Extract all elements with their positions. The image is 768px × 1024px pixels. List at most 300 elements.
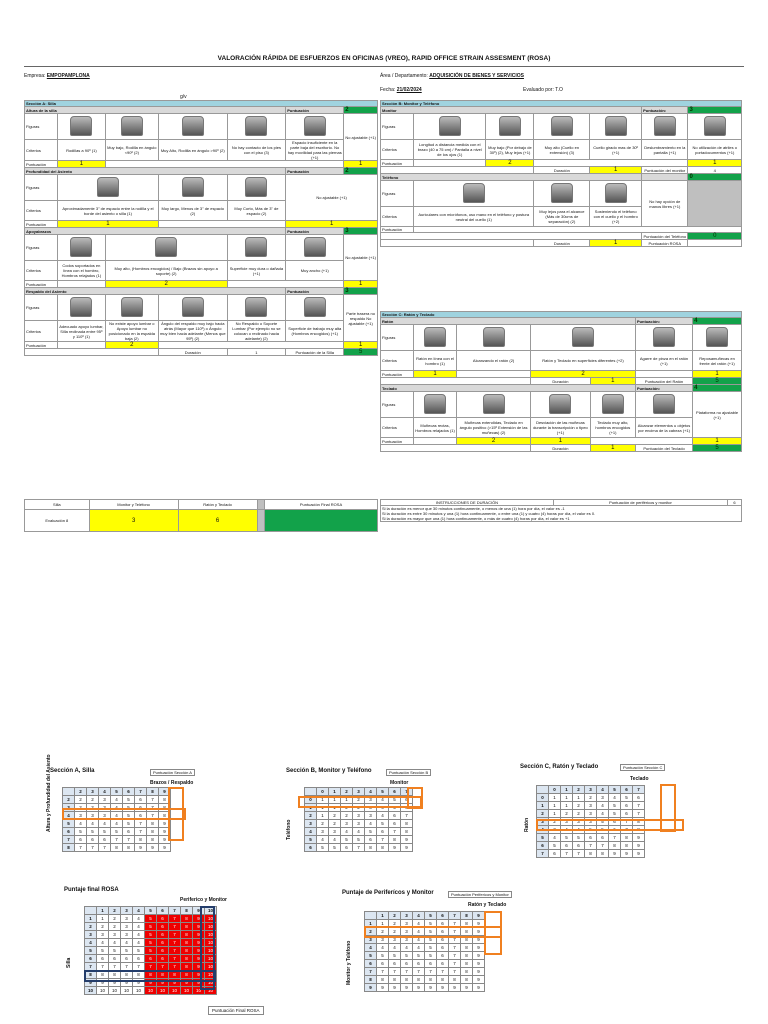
- row-header: 3: [305, 820, 317, 828]
- instr-line: Si la duración es mayor que una (1) hora continuamente, o más de cuatro (4) horas por día, el valor es +1: [382, 516, 570, 521]
- score-cell: 10: [205, 931, 217, 939]
- table-a-side: Altura y Profundidad del Asiento: [46, 754, 52, 832]
- score-cell: 5: [425, 936, 437, 944]
- score-cell: 6: [389, 820, 401, 828]
- row-header: 4: [305, 828, 317, 836]
- row-header: 3: [63, 804, 75, 812]
- score-cell: 4: [413, 928, 425, 936]
- teclado-title: Teclado: [381, 385, 636, 392]
- score-cell: 6: [573, 842, 585, 850]
- score-cell: 7: [633, 810, 645, 818]
- score-cell: 8: [437, 976, 449, 984]
- corner-cell: [537, 786, 549, 794]
- row-header: 1: [365, 920, 377, 928]
- criteria-cell: Reposamuñecas en frente del ratón (+1): [693, 351, 742, 371]
- score-cell: 7: [597, 842, 609, 850]
- respaldo-title: Respaldo del Asiento: [25, 288, 286, 295]
- score-cell: 6: [609, 826, 621, 834]
- apoyabrazos-score: 3: [344, 228, 378, 235]
- score-cell: 6: [123, 828, 135, 836]
- score-cell: 2: [549, 818, 561, 826]
- score-cell: 10: [205, 947, 217, 955]
- score-cell: 5: [597, 818, 609, 826]
- score-cell: 7: [573, 850, 585, 858]
- figures-label: Figuras: [381, 392, 414, 418]
- score-cell: 3: [401, 920, 413, 928]
- score-cell: 8: [389, 836, 401, 844]
- score-cell: 8: [123, 844, 135, 852]
- score-cell: 10: [205, 979, 217, 987]
- duracion-label: Duración: [534, 240, 590, 247]
- score-cell: 6: [75, 836, 87, 844]
- score-cell: 6: [97, 955, 109, 963]
- score-cell: 8: [181, 923, 193, 931]
- final-table-title: Puntaje final ROSA: [64, 887, 119, 893]
- score-cell: 5: [317, 844, 329, 852]
- score-cell: 3: [75, 812, 87, 820]
- score-cell: 2: [317, 820, 329, 828]
- score-cell: 3: [99, 812, 111, 820]
- criteria-label: Criterios: [381, 207, 414, 227]
- score-cell: 8: [147, 828, 159, 836]
- score-cell: 1: [549, 794, 561, 802]
- duracion-label: Duración: [534, 167, 590, 174]
- score-cell: 10: [205, 939, 217, 947]
- score-cell: 3: [121, 923, 133, 931]
- score-cell: 5: [377, 952, 389, 960]
- keyboard-figure-icon: [635, 392, 692, 418]
- score-cell: 7: [633, 802, 645, 810]
- criteria-label: Criterios: [381, 140, 414, 160]
- table-row: [365, 960, 485, 968]
- chair-figure-icon: [227, 295, 286, 321]
- score-cell: 6: [377, 828, 389, 836]
- score-cell: 7: [449, 968, 461, 976]
- score-cell: 5: [585, 826, 597, 834]
- punt-label: Puntuación: [25, 161, 58, 168]
- score-cell: 1: [329, 804, 341, 812]
- score-cell: 4: [353, 828, 365, 836]
- criteria-cell: Agarre de pinza en el ratón (+1): [635, 351, 692, 371]
- criteria-label: Criterios: [25, 140, 58, 161]
- score-cell: 4: [75, 820, 87, 828]
- score-cell: 6: [561, 842, 573, 850]
- score-cell: 6: [157, 947, 169, 955]
- score-cell: 4: [111, 804, 123, 812]
- score-cell: 7: [99, 844, 111, 852]
- duracion-label: Duración: [531, 378, 591, 385]
- section-b-heading: Sección B: Monitor y Teléfono: [381, 101, 742, 107]
- criteria-cell: No utilización de atriles o portadocumentos (+1): [688, 140, 742, 160]
- final-table-top: Periferico y Monitor: [180, 897, 227, 903]
- section-a-chair: [24, 100, 378, 356]
- score-cell: 2: [585, 794, 597, 802]
- score-cell: 7: [449, 960, 461, 968]
- col-header: 4: [133, 907, 145, 915]
- apoyabrazos-score-label: Puntuación: [286, 228, 344, 235]
- score-cell: 2: [341, 804, 353, 812]
- score-cell: 3: [329, 828, 341, 836]
- score-cell: 9: [473, 984, 485, 992]
- criteria-cell: Parte trasera no respaldo No ajustable (+1): [344, 295, 378, 342]
- col-header: 2: [573, 786, 585, 794]
- score-cell: 8: [365, 844, 377, 852]
- table-row: [365, 952, 485, 960]
- score-cell: 5: [109, 947, 121, 955]
- score-cell: 9: [633, 842, 645, 850]
- score-cell: 7: [413, 968, 425, 976]
- col-header: 9: [159, 788, 171, 796]
- score-cell: 7: [449, 928, 461, 936]
- score-cell: 5: [123, 812, 135, 820]
- punt-teclado-value: 5: [693, 445, 742, 452]
- punt-value: 2: [531, 371, 636, 378]
- row-header: 4: [537, 826, 549, 834]
- score-cell: 8: [461, 928, 473, 936]
- perif-table-tag: Puntuación Periferícos y Monitor: [448, 891, 512, 898]
- score-cell: 8: [181, 947, 193, 955]
- score-cell: 9: [193, 979, 205, 987]
- criteria-cell: Ángulo del respaldo muy bajo hacia atrás (Mayor que 110º) o Ángulo muy bien hacia adelante (Menos que 95º) (2): [159, 321, 226, 341]
- monitor-figure-icon: [642, 114, 688, 140]
- criteria-label: Criterios: [381, 418, 414, 438]
- score-cell: 5: [425, 944, 437, 952]
- punt-label: Puntuación: [25, 221, 58, 228]
- score-cell: 2: [329, 812, 341, 820]
- col-header: 0: [549, 786, 561, 794]
- score-cell: 8: [181, 931, 193, 939]
- respaldo-score-label: Puntuación: [286, 288, 344, 295]
- final-table-bottom: Puntuación Final ROSA: [208, 1006, 264, 1015]
- score-cell: 7: [449, 944, 461, 952]
- score-cell: 9: [633, 834, 645, 842]
- score-cell: 7: [449, 952, 461, 960]
- score-cell: 3: [353, 820, 365, 828]
- score-cell: 7: [121, 963, 133, 971]
- score-cell: 9: [473, 968, 485, 976]
- score-cell: 8: [413, 976, 425, 984]
- col-header: 2: [75, 788, 87, 796]
- score-cell: 1: [329, 796, 341, 804]
- score-cell: 9: [147, 844, 159, 852]
- score-cell: 9: [425, 984, 437, 992]
- chair-figure-icon: [227, 235, 286, 261]
- col-header: 1: [97, 907, 109, 915]
- score-cell: 4: [401, 944, 413, 952]
- respaldo-score: 3: [344, 288, 378, 295]
- teclado-score-label: Puntuación:: [635, 385, 692, 392]
- table-c-tag: Puntuación Sección C: [620, 764, 665, 771]
- criteria-cell: Muñecas extendidas, Teclado en ángulo positivo (>15º Extensión de las muñecas) (2): [457, 418, 531, 438]
- score-cell: 8: [111, 844, 123, 852]
- score-cell: 7: [377, 836, 389, 844]
- score-cell: 8: [585, 850, 597, 858]
- row-header: 2: [365, 928, 377, 936]
- altura-score: 2: [344, 107, 378, 114]
- score-cell: 4: [111, 820, 123, 828]
- score-cell: 10: [169, 987, 181, 995]
- col-header: 7: [135, 788, 147, 796]
- punt-telefono-value: 0: [688, 233, 742, 240]
- perif-value: 6: [728, 500, 742, 506]
- score-cell: 3: [109, 931, 121, 939]
- criteria-cell: Muy Alto, Rodilla en ángulo >90º (2): [158, 140, 227, 161]
- score-cell: 7: [135, 820, 147, 828]
- altura-title: Altura de la silla: [25, 107, 286, 114]
- score-cell: 8: [181, 915, 193, 923]
- criteria-cell: Muy ancho (+1): [286, 261, 344, 281]
- row-header: 2: [85, 923, 97, 931]
- score-cell: 5: [145, 939, 157, 947]
- score-cell: 8: [135, 836, 147, 844]
- score-cell: 6: [99, 836, 111, 844]
- score-cell: 2: [389, 920, 401, 928]
- score-cell: 9: [145, 979, 157, 987]
- criteria-cell: Sosteniendo el teléfono con el cuello y el hombro (+2): [590, 207, 642, 227]
- score-cell: 8: [425, 976, 437, 984]
- score-cell: 3: [121, 915, 133, 923]
- table-b-highlight-row: [298, 796, 422, 808]
- score-cell: 8: [461, 936, 473, 944]
- perif-table-top: Ratón y Teclado: [468, 902, 507, 908]
- summary-final-label: Puntuación Final ROSA: [265, 500, 378, 510]
- score-cell: 3: [401, 928, 413, 936]
- row-header: 0: [305, 796, 317, 804]
- score-cell: 8: [147, 820, 159, 828]
- score-cell: 6: [621, 802, 633, 810]
- score-cell: 7: [147, 812, 159, 820]
- score-cell: 4: [133, 923, 145, 931]
- teclado-score: 4: [693, 385, 742, 392]
- table-row: [305, 844, 413, 852]
- monitor-figure-icon: [414, 114, 486, 140]
- score-cell: 2: [377, 928, 389, 936]
- score-cell: 6: [401, 796, 413, 804]
- score-cell: 6: [597, 834, 609, 842]
- criteria-cell: Muñecas rectas, Hombros relajados (1): [414, 418, 457, 438]
- score-cell: 4: [377, 804, 389, 812]
- score-cell: 9: [401, 844, 413, 852]
- score-cell: 7: [169, 915, 181, 923]
- score-cell: 9: [109, 979, 121, 987]
- col-header: 3: [401, 912, 413, 920]
- figures-label: Figuras: [25, 114, 58, 140]
- fecha-field: Fecha: 21/02/2024: [380, 87, 422, 93]
- col-header: 3: [353, 788, 365, 796]
- col-header: 6: [389, 788, 401, 796]
- score-cell: 4: [377, 812, 389, 820]
- col-header: 3: [585, 786, 597, 794]
- criteria-cell: Codos soportados en línea con el hombro, Hombros relajados (1): [58, 261, 106, 281]
- score-cell: 10: [205, 963, 217, 971]
- final-table-side: Silla: [66, 957, 72, 968]
- score-cell: 7: [111, 836, 123, 844]
- instr-line: Si la duración es menor que 30 minutos continuamente, o menos de una (1) hora por día, el valor es -1: [382, 506, 565, 511]
- table-b-title: Sección B, Monitor y Teléfono: [286, 768, 372, 774]
- score-cell: 1: [317, 796, 329, 804]
- score-cell: 4: [561, 826, 573, 834]
- mouse-figure-icon: [693, 325, 742, 351]
- col-header: 3: [121, 907, 133, 915]
- score-cell: 9: [401, 984, 413, 992]
- table-row: [63, 836, 171, 844]
- summary-monitor-label: Monitor y Teléfono: [89, 500, 178, 510]
- score-cell: 6: [437, 960, 449, 968]
- section-c-heading: Sección C: Ratón y Teclado: [381, 312, 742, 318]
- score-cell: 10: [205, 987, 217, 995]
- score-cell: 7: [585, 842, 597, 850]
- section-c-mouse-keyboard: [380, 311, 742, 452]
- row-header: 6: [85, 955, 97, 963]
- score-cell: 2: [329, 820, 341, 828]
- score-cell: 5: [145, 915, 157, 923]
- score-cell: 7: [147, 804, 159, 812]
- table-row: [63, 820, 171, 828]
- punt-raton-value: 5: [693, 378, 742, 385]
- handwritten-mark: g/v: [180, 94, 187, 100]
- score-cell: 5: [97, 947, 109, 955]
- chair-figure-icon: [58, 295, 106, 321]
- score-cell: 10: [157, 987, 169, 995]
- phone-figure-icon: [534, 181, 590, 207]
- score-cell: 9: [193, 955, 205, 963]
- score-cell: 3: [549, 826, 561, 834]
- duracion-value: 1: [590, 445, 635, 452]
- row-header: 4: [63, 812, 75, 820]
- score-cell: 3: [585, 802, 597, 810]
- score-cell: 6: [389, 960, 401, 968]
- col-header: 2: [109, 907, 121, 915]
- score-cell: 9: [159, 820, 171, 828]
- score-cell: 9: [473, 920, 485, 928]
- punt-label: Puntuación: [381, 160, 414, 167]
- punt-value: 2: [105, 281, 227, 288]
- table-row: [63, 828, 171, 836]
- table-b-tag: Puntuación Sección B: [386, 769, 431, 776]
- score-cell: 2: [75, 796, 87, 804]
- col-header: 6: [123, 788, 135, 796]
- score-cell: 6: [377, 960, 389, 968]
- score-cell: 1: [377, 920, 389, 928]
- score-cell: 3: [365, 812, 377, 820]
- evaluacion-label: Evaluación 8: [25, 510, 90, 532]
- col-header: 1: [329, 788, 341, 796]
- table-row: [305, 828, 413, 836]
- criteria-cell: No hay opción de manos libres (+1): [642, 181, 688, 227]
- score-cell: 6: [157, 931, 169, 939]
- criteria-cell: Muy alto, (Hombros encogidos) / Bajo (Brazos sin apoyo a soporte) (2): [105, 261, 227, 281]
- score-cell: 7: [401, 812, 413, 820]
- col-header: 7: [169, 907, 181, 915]
- score-cell: 3: [317, 828, 329, 836]
- score-cell: 9: [473, 928, 485, 936]
- col-header: 5: [111, 788, 123, 796]
- score-cell: 3: [561, 818, 573, 826]
- criteria-cell: Ratón en línea con el hombro (1): [414, 351, 457, 371]
- instr-title: INSTRUCCIONES DE DURACIÓN: [381, 500, 554, 506]
- score-cell: 7: [377, 968, 389, 976]
- score-cell: 9: [473, 976, 485, 984]
- row-header: 6: [537, 842, 549, 850]
- score-cell: 9: [473, 936, 485, 944]
- score-cell: 4: [413, 944, 425, 952]
- instr-line: Si la duración es entre 30 minutos y una (1) hora continuamente, o entre una (1) y cuatro (4) horas por día, el valor es 0.: [382, 511, 596, 516]
- score-cell: 4: [111, 812, 123, 820]
- criteria-cell: No ajustable (+1): [344, 114, 378, 161]
- punt-monitor-label: Puntuación del monitor: [642, 167, 688, 174]
- score-cell: 6: [157, 915, 169, 923]
- criteria-cell: Ratón y Teclado en superficies diferentes (+2): [531, 351, 636, 371]
- row-header: 7: [365, 968, 377, 976]
- score-cell: 8: [597, 850, 609, 858]
- score-cell: 2: [341, 812, 353, 820]
- score-cell: 3: [401, 936, 413, 944]
- table-row: [85, 915, 217, 923]
- score-cell: 9: [621, 850, 633, 858]
- figures-label: Figuras: [25, 295, 58, 321]
- row-header: 5: [365, 952, 377, 960]
- score-cell: 8: [621, 834, 633, 842]
- punt-silla-label: Puntuación de la Silla: [286, 349, 344, 356]
- table-b-side: Teléfono: [286, 819, 292, 840]
- mouse-figure-icon: [414, 325, 457, 351]
- col-header: 5: [145, 907, 157, 915]
- table-row: [63, 844, 171, 852]
- score-cell: 9: [193, 939, 205, 947]
- col-header: 1: [377, 912, 389, 920]
- punt-value: 1: [58, 221, 159, 228]
- score-cell: 4: [341, 828, 353, 836]
- score-cell: 5: [123, 796, 135, 804]
- evaluado-field: Evaluado por: T.O: [523, 87, 563, 93]
- score-cell: 7: [449, 920, 461, 928]
- criteria-cell: Muy lejos para el alcance (Más de 30cms de separación) (2): [534, 207, 590, 227]
- table-c-highlight-row: [536, 819, 684, 831]
- chair-figure-icon: [227, 114, 286, 140]
- score-cell: 5: [145, 947, 157, 955]
- score-cell: 2: [573, 810, 585, 818]
- score-cell: 8: [389, 976, 401, 984]
- figures-label: Figuras: [381, 114, 414, 140]
- row-header: 5: [63, 820, 75, 828]
- score-cell: 7: [157, 963, 169, 971]
- corner-cell: [305, 788, 317, 796]
- score-cell: 6: [157, 939, 169, 947]
- score-cell: 2: [75, 804, 87, 812]
- score-cell: 2: [87, 804, 99, 812]
- score-cell: 8: [461, 960, 473, 968]
- rosa-label: Puntuación ROSA: [642, 240, 688, 247]
- score-cell: 3: [99, 804, 111, 812]
- score-cell: 7: [425, 968, 437, 976]
- score-cell: 7: [609, 834, 621, 842]
- col-header: 6: [437, 912, 449, 920]
- score-cell: 8: [401, 820, 413, 828]
- score-cell: 4: [87, 820, 99, 828]
- score-cell: 5: [329, 844, 341, 852]
- score-cell: 5: [353, 836, 365, 844]
- table-row: [305, 836, 413, 844]
- score-cell: 5: [573, 834, 585, 842]
- keyboard-figure-icon: [414, 392, 457, 418]
- criteria-cell: Plataforma no ajustable (+1): [693, 392, 742, 438]
- punt-label: Puntuación: [381, 438, 414, 445]
- col-header: 4: [413, 912, 425, 920]
- score-cell: 10: [109, 987, 121, 995]
- score-cell: 6: [135, 812, 147, 820]
- score-cell: 4: [413, 920, 425, 928]
- score-cell: 4: [413, 936, 425, 944]
